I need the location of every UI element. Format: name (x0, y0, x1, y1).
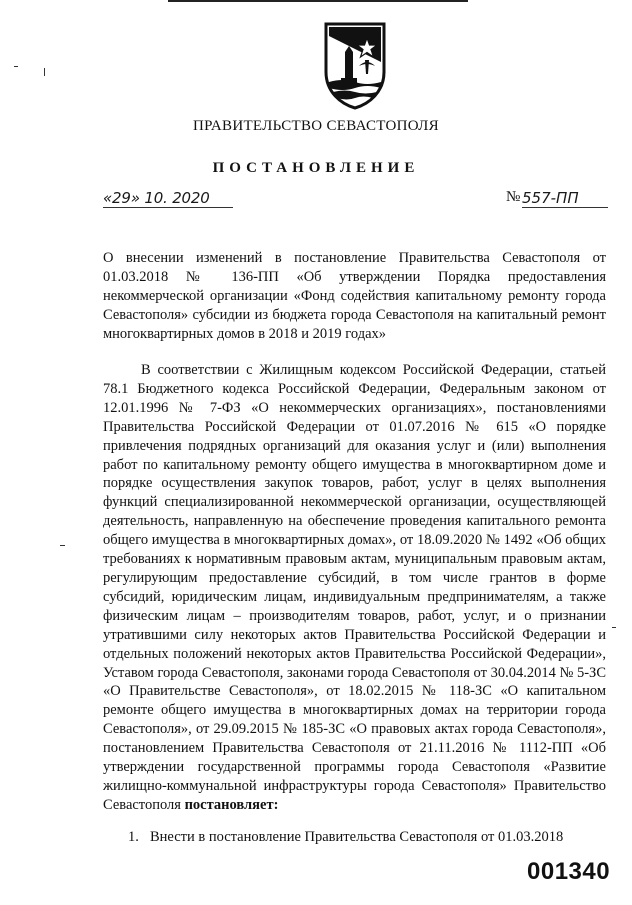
number-sign: № (506, 189, 521, 205)
preamble-text: В соответствии с Жилищным кодексом Российской Федерации, статьей 78.1 Бюджетного кодекса Российской Федерации, Федеральным законом от 12.01.1996 № 7-ФЗ «О некоммерческих организациях», постановлениями Правительства Российской Федерации от 01.07.2016 № 615 «О порядке привлечения подрядных организаций для оказания услуг и (или) выполнения работ по капитальному ремонту общего имущества в многоквартирном доме и порядке осуществления закупок товаров, работ, услуг в целях выполнения функций специализированной некоммерческой организации, осуществляющей деятельность, направленную на обеспечение проведения капитального ремонта общего имущества в многоквартирных домах», от 18.09.2020 № 1492 «Об общих требованиях к нормативным правовым актам, муниципальным правовым актам, регулирующим предоставление субсидий, в том числе грантов в форме субсидий, юридическим лицам, индивидуальным предпринимателям, а также физическим лицам – производителям товаров, работ, услуг, и о признании утратившими силу некоторых актов Правительства Российской Федерации и отдельных положений некоторых актов Правительства Российской Федерации», Уставом города Севастополя, законами города Севастополя от 30.04.2014 № 5-ЗС «О Правительстве Севастополя», от 18.02.2015 № 118-ЗС «О капитальном ремонте общего имущества в многоквартирных домах на территории города Севастополя», от 29.09.2015 № 185-ЗС «О правовых актах города Севастополя», постановлением Правительства Севастополя от 21.11.2016 № 1112-ПП «Об утверждении государственной программы города Севастополя «Развитие жилищно-коммунальной инфраструктуры города Севастополя» Правительство Севастополя (103, 362, 606, 813)
resolution-preamble (103, 361, 606, 815)
scan-speck (612, 627, 616, 628)
government-name: ПРАВИТЕЛЬСТВО СЕВАСТОПОЛЯ (193, 118, 439, 134)
list-item (128, 828, 606, 847)
scan-speck (60, 545, 65, 546)
document-date-field (103, 190, 233, 208)
scan-speck (44, 68, 45, 76)
scan-speck (14, 66, 18, 67)
resolution-title: О внесении изменений в постановление Правительства Севастополя от 01.03.2018 № 136-ПП «Об утверждении Порядка предоставления некоммерческой организации «Фонд содействия капитальному ремонту города Севастополя» субсидии из бюджета города Севастополя на капитальный ремонт многоквартирных домов в 2018 и 2019 годах» (103, 250, 606, 342)
document-number: 557-ПП (522, 189, 579, 207)
decree-word: постановляет: (184, 796, 279, 813)
item-text: Внести в постановление Правительства Севастополя от 01.03.2018 (150, 829, 564, 845)
document-date: «29» 10. 2020 (103, 189, 210, 207)
serial-number: 001340 (527, 858, 611, 885)
document-number-field (506, 190, 608, 208)
top-scan-edge (168, 0, 468, 2)
document-type-heading: ПОСТАНОВЛЕНИЕ (212, 160, 420, 176)
item-number: 1. (128, 829, 139, 845)
sevastopol-coat-of-arms (323, 22, 387, 110)
number-underline (522, 207, 608, 208)
date-underline (103, 207, 233, 208)
